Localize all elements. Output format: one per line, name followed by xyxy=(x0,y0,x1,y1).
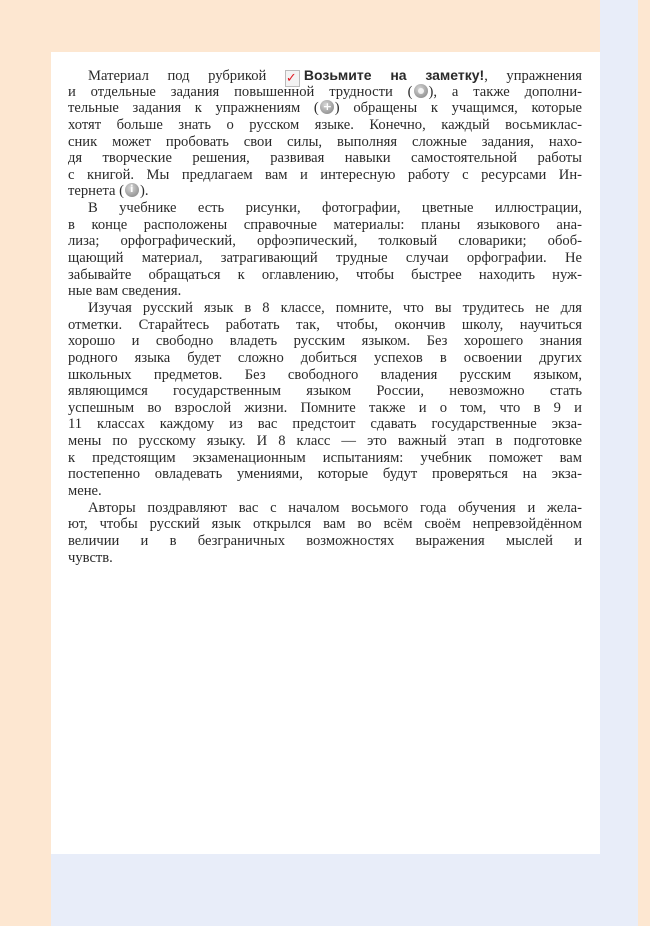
checkmark-icon: ✓ xyxy=(285,70,300,87)
text-segment: ) обращены к учащимся, которые xyxy=(334,100,582,117)
text-segment: Материал под рубрикой xyxy=(88,68,285,84)
paragraph xyxy=(68,300,582,500)
text-line xyxy=(68,150,582,167)
text-segment: В учебнике есть рисунки, фотографии, цветные иллюстрации, xyxy=(88,200,582,217)
text-line xyxy=(68,416,582,433)
text-line xyxy=(68,283,582,300)
text-line xyxy=(68,466,582,483)
text-line xyxy=(68,117,582,134)
text-segment: тельные задания к упражнениям ( xyxy=(68,100,319,117)
paragraph xyxy=(68,500,582,567)
text-line xyxy=(68,483,582,500)
text-segment: школьных предметов. Без свободного владения русским языком, xyxy=(68,366,582,383)
text-segment: 11 классах каждому из вас предстоит сдавать государственные экза- xyxy=(68,416,582,433)
text-segment: мены по русскому языку. И 8 класс — это важный этап в подготовке xyxy=(68,433,582,450)
text-segment: забывайте обращаться к оглавлению, чтобы быстрее находить нуж- xyxy=(68,266,582,283)
text-line xyxy=(68,250,582,267)
right-margin-strip xyxy=(600,0,638,926)
text-line xyxy=(68,134,582,151)
paragraph xyxy=(68,200,582,300)
text-segment: отметки. Старайтесь работать так, чтобы, окончив школу, научиться xyxy=(68,316,582,333)
text-segment: хотят больше знать о русском языке. Конечно, каждый восьмиклас- xyxy=(68,116,582,133)
text-line xyxy=(68,84,582,101)
text-segment: лиза; орфографический, орфоэпический, толковый словарики; обоб- xyxy=(68,233,582,250)
text-line xyxy=(68,217,582,234)
text-line xyxy=(68,450,582,467)
paragraph xyxy=(68,67,582,200)
body-text xyxy=(68,67,582,566)
difficulty-star-icon xyxy=(414,84,428,98)
additional-task-plus-icon xyxy=(320,100,334,114)
text-line xyxy=(68,400,582,417)
text-line xyxy=(68,267,582,284)
bottom-margin-strip xyxy=(51,854,638,926)
text-line xyxy=(68,433,582,450)
text-segment: ), а также дополни- xyxy=(428,83,582,100)
text-segment: сник может пробовать свои силы, выполняя сложные задания, нахо- xyxy=(68,133,582,150)
rubric-title: Возьмите на заметку! xyxy=(303,67,485,83)
text-segment: успешным во взрослой жизни. Помните также и о том, что в 9 и xyxy=(68,399,582,416)
text-segment: в конце расположены справочные материалы: планы языкового ана- xyxy=(68,216,582,233)
text-line xyxy=(68,317,582,334)
text-segment: ). xyxy=(139,183,149,200)
text-line xyxy=(68,500,582,517)
text-line xyxy=(68,233,582,250)
text-segment: ные вам сведения. xyxy=(68,283,182,300)
text-segment: к предстоящим экзаменационным испытаниям: учебник поможет вам xyxy=(68,449,582,466)
text-segment: с книгой. Мы предлагаем вам и интересную работу с ресурсами Ин- xyxy=(68,166,582,183)
internet-resource-icon xyxy=(125,183,139,197)
text-line xyxy=(68,367,582,384)
text-line xyxy=(68,300,582,317)
text-segment: родного языка будет сложно добиться успехов в освоении других xyxy=(68,349,582,366)
text-line xyxy=(68,67,582,84)
text-segment: являющимся государственным языком России, невозможно стать xyxy=(68,383,582,400)
text-line xyxy=(68,183,582,200)
text-line xyxy=(68,383,582,400)
text-line xyxy=(68,100,582,117)
text-segment: , упражнения xyxy=(484,68,582,84)
text-segment: дя творческие решения, развивая навыки самостоятельной работы xyxy=(68,150,582,167)
text-line xyxy=(68,550,582,567)
text-line xyxy=(68,333,582,350)
text-segment: постепенно овладевать умениями, которые будут проверяться на экза- xyxy=(68,466,582,483)
text-segment: величии и в безграничных возможностях выражения мыслей и xyxy=(68,532,582,549)
text-segment: щающий материал, затрагивающий трудные случаи орфографии. Не xyxy=(68,250,582,267)
text-line xyxy=(68,200,582,217)
text-segment: Изучая русский язык в 8 классе, помните, что вы трудитесь не для xyxy=(88,299,582,316)
text-segment: Авторы поздравляют вас с началом восьмого года обучения и жела- xyxy=(88,499,582,516)
text-segment: хорошо и свободно владеть русским языком. Без хорошего знания xyxy=(68,333,582,350)
text-line xyxy=(68,533,582,550)
text-line xyxy=(68,167,582,184)
text-segment: мене. xyxy=(68,483,102,500)
text-segment: чувств. xyxy=(68,549,113,566)
text-segment: и отдельные задания повышенной трудности ( xyxy=(68,83,413,100)
text-line xyxy=(68,350,582,367)
text-segment: ют, чтобы русский язык открылся вам во всём своём непревзойдённом xyxy=(68,516,582,533)
text-line xyxy=(68,516,582,533)
text-segment: тернета ( xyxy=(68,183,124,200)
